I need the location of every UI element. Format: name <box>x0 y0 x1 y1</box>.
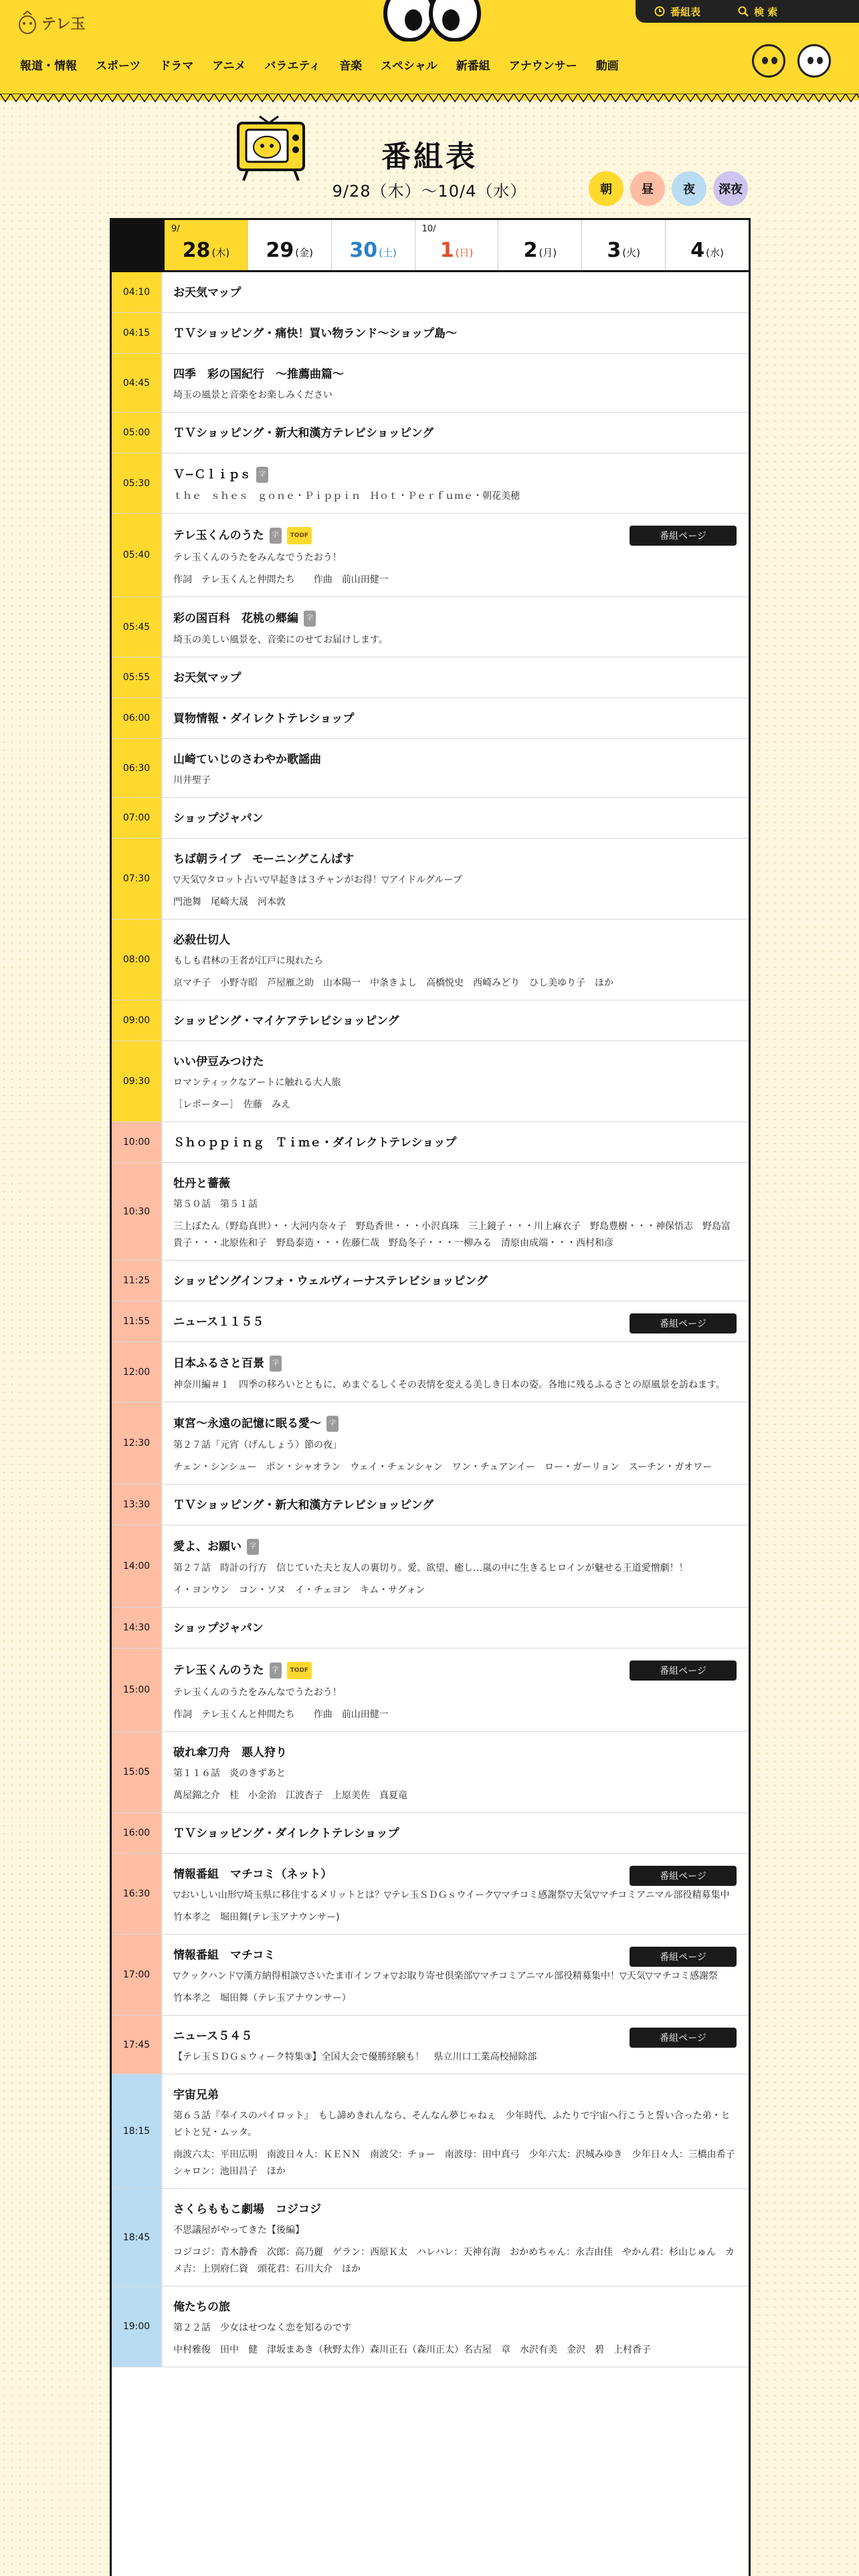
nav-item[interactable]: 報道・情報 <box>20 60 77 73</box>
program-row <box>112 514 749 597</box>
program-time: 10:30 <box>112 1163 163 1260</box>
program-body <box>163 1485 749 1525</box>
program-title[interactable] <box>173 752 738 767</box>
program-time: 16:00 <box>112 1813 163 1853</box>
program-body <box>163 1813 749 1853</box>
program-time: 18:15 <box>112 2074 163 2188</box>
program-body <box>163 1732 749 1812</box>
program-row <box>112 2189 749 2286</box>
program-title[interactable] <box>173 1498 738 1513</box>
program-time: 11:25 <box>112 1261 163 1301</box>
program-description: 埼玉の風景と音楽をお楽しみください <box>173 390 332 401</box>
program-time: 17:45 <box>112 2016 163 2074</box>
program-body <box>163 313 749 353</box>
program-description: 第２２話 少女はせつなく恋を知るのです <box>173 2323 351 2333</box>
program-row <box>112 1041 749 1122</box>
program-row <box>112 1608 749 1648</box>
program-time: 14:00 <box>112 1525 163 1607</box>
program-title-text: ＴＶショッピング・新大和漢方テレビショッピング <box>173 1499 434 1512</box>
program-row <box>112 1122 749 1163</box>
program-description: 第５０話 第５１話 <box>173 1199 258 1210</box>
program-body <box>163 839 749 919</box>
program-description: イ・ヨンウン コン・ソヌ イ・チェヨン キム・サグォン <box>173 1585 425 1596</box>
program-body <box>163 1854 749 1934</box>
program-row <box>112 798 749 839</box>
program-time: 17:00 <box>112 1935 163 2015</box>
program-body <box>163 514 749 597</box>
program-body <box>163 1261 749 1301</box>
program-body <box>163 453 749 513</box>
tab-day: 28 <box>182 239 211 262</box>
tab-weekday: (火) <box>622 247 641 259</box>
program-body <box>163 798 749 838</box>
caption-badge-icon: 字 <box>270 1356 282 1372</box>
program-row <box>112 739 749 798</box>
program-description: 第２７話 時計の行方 信じていた夫と友人の裏切り。愛、欲望、癒し…嵐の中に生きるヒロインが魅せる王道愛憎劇！！ <box>173 1563 688 1574</box>
legend-morning[interactable]: 朝 <box>589 171 624 206</box>
page-title: 番組表 <box>381 140 478 174</box>
program-title-text: 情報番組 マチコミ（ネット） <box>173 1868 332 1881</box>
nav-item[interactable]: バラエティ <box>264 60 321 73</box>
program-description: 三上ぼたん（野島真世）・・大河内奈々子 野島香世・・・小沢真珠 三上鏡子・・・川上麻衣子 野島豊樹・・・神保悟志 野島富貴子・・・北原佐和子 野島泰造・・・佐藤仁哉 野島冬子・・・一柳みる 清原由成端・・・西村和彦 <box>173 1221 731 1249</box>
program-title-text: ショップジャパン <box>173 812 264 825</box>
site-logo[interactable] <box>17 11 86 35</box>
program-row <box>112 597 749 657</box>
program-time: 11:55 <box>112 1301 163 1341</box>
program-body <box>163 1525 749 1607</box>
program-row <box>112 698 749 739</box>
caption-badge-icon: 字 <box>326 1416 339 1432</box>
program-title-text: 東宮〜永遠の記憶に眠る愛〜 <box>173 1417 321 1430</box>
program-title[interactable] <box>173 1136 738 1150</box>
nav-item[interactable]: アナウンサー <box>508 60 577 73</box>
program-time: 05:30 <box>112 453 163 513</box>
program-description: 作詞 テレ玉くんと仲間たち 作曲 前山田健一 <box>173 1709 389 1720</box>
program-time: 04:10 <box>112 272 163 312</box>
program-time: 19:00 <box>112 2286 163 2367</box>
program-page-button[interactable]: 番組ページ <box>630 1866 737 1886</box>
program-row <box>112 313 749 354</box>
program-time: 10:00 <box>112 1122 163 1162</box>
program-body <box>163 2074 749 2188</box>
program-time: 05:45 <box>112 597 163 657</box>
program-page-button[interactable]: 番組ページ <box>630 1947 737 1967</box>
program-row <box>112 272 749 313</box>
tab-day: 3 <box>607 239 622 262</box>
program-row <box>112 839 749 920</box>
program-title-text: 彩の国百科 花桃の郷編 <box>173 612 298 625</box>
program-title[interactable] <box>173 286 738 300</box>
program-time: 16:30 <box>112 1854 163 1934</box>
program-body <box>163 1163 749 1260</box>
program-description: 神奈川編＃１ 四季の移ろいとともに、めまぐるしくその表情を変える美しき日本の姿。各地に残るふるさとの原風景を訪ねます。 <box>173 1380 725 1390</box>
nav-item[interactable]: アニメ <box>212 60 246 73</box>
legend-night[interactable]: 深夜 <box>713 171 748 206</box>
tab-weekday: (土) <box>379 247 397 259</box>
header-zigzag-edge <box>0 94 859 103</box>
nav-item[interactable]: 音楽 <box>339 60 363 73</box>
teletama-kun-icon[interactable] <box>752 44 785 78</box>
program-description: 竹本孝之 堀田舞(テレ玉アナウンサー) <box>173 1912 340 1923</box>
program-title[interactable] <box>173 367 738 382</box>
program-time: 13:30 <box>112 1485 163 1525</box>
program-description: 門池舞 尾崎大晟 河本敦 <box>173 897 286 907</box>
schedule-link[interactable] <box>636 5 719 19</box>
program-row <box>112 1000 749 1041</box>
program-title-text: テレ玉くんのうた <box>173 1664 264 1677</box>
program-title[interactable] <box>173 1539 738 1555</box>
program-description: 第１１６話 炎のきずあと <box>173 1768 286 1779</box>
program-title[interactable] <box>173 811 738 826</box>
clock-icon <box>654 6 665 17</box>
tab-day: 30 <box>349 239 378 262</box>
caption-badge-icon: 字 <box>304 611 316 627</box>
program-description: 作詞 テレ玉くんと仲間たち 作曲 前山田健一 <box>173 574 389 585</box>
program-title[interactable] <box>173 467 738 483</box>
nav-item[interactable]: スポーツ <box>96 60 141 73</box>
program-title-text: Ｓｈｏｐｐｉｎｇ Ｔｉｍｅ・ダイレクトテレショップ <box>173 1136 457 1150</box>
program-body <box>163 657 749 697</box>
program-row <box>112 1402 749 1485</box>
program-title-text: ニュース１１５５ <box>173 1315 264 1329</box>
program-time: 06:30 <box>112 739 163 797</box>
program-description: ロマンティックなアートに触れる大人旅 <box>173 1077 341 1088</box>
program-title-text: 日本ふるさと百景 <box>173 1357 264 1370</box>
program-title[interactable] <box>173 1014 738 1029</box>
program-time: 14:30 <box>112 1608 163 1648</box>
program-description: ［レポーター］ 佐藤 みえ <box>173 1099 290 1110</box>
program-description: 川井聖子 <box>173 775 211 786</box>
program-body <box>163 739 749 797</box>
program-title-text: Ｖ−Ｃｌｉｐｓ <box>173 468 252 481</box>
legend-daytime[interactable]: 昼 <box>630 171 665 206</box>
program-body <box>163 1608 749 1648</box>
nav-item[interactable]: スペシャル <box>381 60 438 73</box>
program-title-text: ちば朝ライブ モーニングこんぱす <box>173 853 354 866</box>
program-row <box>112 1525 749 1608</box>
tab-day: 29 <box>266 239 294 262</box>
program-description: 中村雅俊 田中 健 津坂まあき（秋野太作）森川正石（森川正太）名古屋 章 水沢有美 金沢 碧 上村香子 <box>173 2345 651 2355</box>
program-title[interactable] <box>173 852 738 867</box>
program-title[interactable] <box>173 426 738 441</box>
tab-day: 1 <box>440 239 454 262</box>
program-description: 【テレ玉ＳＤＧｓウィーク特集③】全国大会で優勝経験も！ 県立川口工業高校掃除部 <box>173 2052 537 2062</box>
day-tab[interactable] <box>415 220 498 270</box>
day-tab[interactable] <box>165 220 248 270</box>
program-title[interactable] <box>173 1356 738 1372</box>
tab-day: 2 <box>523 239 538 262</box>
day-tab[interactable] <box>665 220 749 270</box>
program-row <box>112 2074 749 2189</box>
program-row <box>112 1301 749 1342</box>
program-title-text: ＴＶショッピング・ダイレクトテレショップ <box>173 1827 399 1840</box>
program-body <box>163 1402 749 1484</box>
program-time: 04:15 <box>112 313 163 353</box>
program-page-button[interactable]: 番組ページ <box>630 1660 737 1681</box>
program-title-text: さくらももこ劇場 コジコジ <box>173 2203 321 2216</box>
day-tab[interactable] <box>581 220 665 270</box>
tab-weekday: (木) <box>211 247 230 259</box>
program-row <box>112 2286 749 2367</box>
program-row <box>112 1813 749 1854</box>
caption-badge-icon: 字 <box>247 1539 259 1555</box>
program-time: 12:00 <box>112 1342 163 1402</box>
program-row <box>112 1854 749 1935</box>
logo-character-icon[interactable] <box>797 44 831 78</box>
program-description: ▽おいしい山形▽埼玉県に移住するメリットとは？▽テレ玉ＳＤＧｓウイーク▽マチコミ感謝祭▽天気▽マチコミアニマル部役精募集中 <box>173 1890 730 1901</box>
program-body <box>163 1301 749 1341</box>
tab-month: 9/ <box>171 224 180 234</box>
program-title[interactable] <box>173 1745 738 1760</box>
program-title-text: 山崎ていじのさわやか歌謡曲 <box>173 753 321 766</box>
program-title-text: 四季 彩の国紀行 〜推薦曲篇〜 <box>173 368 344 381</box>
program-description: ▽クックハンド▽漢方納得相談▽さいたま市インフォ▽お取り寄せ倶楽部▽マチコミアニマル部役精募集中！▽天気▽マチコミ感謝祭 <box>173 1971 719 1981</box>
program-title[interactable] <box>173 1621 738 1636</box>
program-body <box>163 698 749 738</box>
program-row <box>112 2016 749 2074</box>
program-body <box>163 1041 749 1121</box>
program-page-button[interactable]: 番組ページ <box>630 2028 737 2048</box>
caption-badge-icon: 字 <box>270 528 282 544</box>
program-time: 08:00 <box>112 920 163 1000</box>
program-body <box>163 413 749 453</box>
todf-badge: TODF <box>287 1662 312 1679</box>
program-title-text: 情報番組 マチコミ <box>173 1949 276 1962</box>
program-time: 05:00 <box>112 413 163 453</box>
tab-weekday: (水) <box>706 247 724 259</box>
program-title[interactable] <box>173 2300 738 2315</box>
program-title-text: お天気マップ <box>173 671 242 685</box>
program-title[interactable] <box>173 1055 738 1069</box>
day-tabs <box>112 220 749 272</box>
nav-item[interactable]: 動画 <box>595 60 619 73</box>
program-title[interactable] <box>173 1416 738 1432</box>
program-title-text: ＴＶショッピング・痛快！買い物ランド〜ショップ島〜 <box>173 327 457 340</box>
program-row <box>112 354 749 413</box>
program-body <box>163 1935 749 2015</box>
program-row <box>112 1732 749 1813</box>
program-page-button[interactable]: 番組ページ <box>630 1313 737 1333</box>
program-time: 06:00 <box>112 698 163 738</box>
program-title-text: 買物情報・ダイレクトテレショップ <box>173 712 355 726</box>
caption-badge-icon: 字 <box>270 1662 282 1679</box>
program-time: 09:00 <box>112 1000 163 1041</box>
program-title-text: ショップジャパン <box>173 1622 264 1635</box>
program-title-text: ショッピング・マイケアテレビショッピング <box>173 1014 399 1028</box>
program-title[interactable] <box>173 2088 738 2103</box>
program-title-text: 破れ傘刀舟 悪人狩り <box>173 1746 287 1759</box>
program-body <box>163 1342 749 1402</box>
program-body <box>163 2189 749 2286</box>
tab-weekday: (月) <box>539 247 557 259</box>
header-characters <box>752 44 831 78</box>
tab-day: 4 <box>690 239 705 262</box>
program-time: 07:30 <box>112 839 163 919</box>
day-tab[interactable] <box>331 220 415 270</box>
search-button[interactable] <box>719 5 796 19</box>
program-description: テレ玉くんのうたをみんなでうたおう！ <box>173 552 342 563</box>
program-time: 15:05 <box>112 1732 163 1812</box>
program-description: チェン・シンシュー ポン・シャオラン ウェイ・チェンシャン ワン・チュアンイー ロー・ガーリョン スーチン・ガオワー <box>173 1462 712 1473</box>
program-title-text: 牡丹と薔薇 <box>173 1177 230 1190</box>
program-page-button[interactable]: 番組ページ <box>630 526 737 546</box>
program-row <box>112 657 749 698</box>
program-time: 12:30 <box>112 1402 163 1484</box>
program-description: 南波六太：平田広明 南波日々人：ＫＥＮＮ 南波父：チョー 南波母：田中真弓 少年六太：沢城みゆき 少年日々人：三橋由希子 シャロン：池田昌子 ほか <box>173 2149 745 2177</box>
teletama-logo-icon <box>17 11 37 35</box>
program-time: 15:00 <box>112 1648 163 1731</box>
schedule-link-label: 番組表 <box>670 5 701 18</box>
tab-weekday: (日) <box>455 247 474 259</box>
program-title-text: 宇宙兄弟 <box>173 2088 219 2102</box>
search-icon <box>738 6 749 17</box>
program-time: 18:45 <box>112 2189 163 2286</box>
program-title-text: テレ玉くんのうた <box>173 529 264 542</box>
program-title[interactable] <box>173 1826 738 1841</box>
time-of-day-legend <box>589 171 748 206</box>
program-title-text: 俺たちの旅 <box>173 2300 230 2314</box>
program-title-text: お天気マップ <box>173 286 242 300</box>
date-range: 9/28（木）〜10/4（水） <box>332 182 527 201</box>
caption-badge-icon: 字 <box>256 467 268 483</box>
program-title-text: ショッピングインフォ・ウェルヴィーナステレビショッピング <box>173 1275 488 1288</box>
program-description: 竹本孝之 堀田舞（テレ玉アナウンサー） <box>173 1993 351 2004</box>
tab-corner <box>112 220 165 270</box>
program-time: 05:40 <box>112 514 163 597</box>
program-description: ▽天気▽タロット占い▽早起きは３チャンがお得！▽アイドルグループ <box>173 875 462 885</box>
program-description: 京マチ子 小野寺昭 芦屋雁之助 山本陽一 中条きよし 高橋悦史 西崎みどり ひし美ゆり子 ほか <box>173 978 613 988</box>
program-row <box>112 453 749 514</box>
program-row <box>112 1342 749 1402</box>
program-title-text: 必殺仕切人 <box>173 934 230 947</box>
site-header <box>0 0 859 100</box>
program-description: ｔｈｅ ｓｈｅｓ ｇｏｎｅ・Ｐｉｐｐｉｎ Ｈｏｔ・Ｐｅｒｆｕｍｅ・朝花美穂 <box>173 491 520 502</box>
program-description: 萬屋錦之介 桂 小金治 江波杏子 上原美佐 真夏竜 <box>173 1790 407 1801</box>
title-area <box>0 107 859 214</box>
program-row <box>112 413 749 453</box>
program-time: 07:00 <box>112 798 163 838</box>
program-description: コジコジ：青木静香 次郎：高乃麗 ゲラン：西原Ｋ太 ハレハレ：天神有海 おかめちゃん：永吉由佳 やかん君：杉山じゅん カメ吉：上別府仁資 頭花君：石川大介 ほか <box>173 2247 735 2274</box>
program-body <box>163 2286 749 2367</box>
program-body <box>163 1648 749 1731</box>
program-title-text: ＴＶショッピング・新大和漢方テレビショッピング <box>173 427 434 440</box>
program-list <box>112 272 749 2367</box>
program-title-text: いい伊豆みつけた <box>173 1055 264 1069</box>
program-body <box>163 597 749 657</box>
program-row <box>112 920 749 1000</box>
program-time: 09:30 <box>112 1041 163 1121</box>
mascot-eyes-icon <box>379 0 486 41</box>
program-time: 05:55 <box>112 657 163 697</box>
legend-evening[interactable]: 夜 <box>672 171 706 206</box>
program-description: 第２７話「元宵（げんしょう）節の夜」 <box>173 1440 342 1451</box>
program-title[interactable] <box>173 712 738 726</box>
program-title[interactable] <box>173 1274 738 1289</box>
program-body <box>163 1000 749 1041</box>
tab-month: 10/ <box>421 224 436 234</box>
program-description: テレ玉くんのうたをみんなでうたおう！ <box>173 1687 342 1698</box>
nav-item[interactable]: 新番組 <box>456 60 490 73</box>
program-row <box>112 1648 749 1732</box>
program-description: 第６５話『奉イスのパイロット』 もし諦めきれんなら、そんなん夢じゃねぇ 少年時代、ふたりで宇宙へ行こうと誓い合った弟・ヒビトと兄・ムッタ。 <box>173 2111 731 2138</box>
program-title-text: ニュース５４５ <box>173 2030 253 2043</box>
program-row <box>112 1261 749 1301</box>
search-button-label: 検 索 <box>754 5 778 18</box>
program-title[interactable] <box>173 611 738 627</box>
nav-item[interactable]: ドラマ <box>159 60 194 73</box>
todf-badge: TODF <box>287 527 312 544</box>
program-row <box>112 1485 749 1525</box>
schedule-table <box>110 218 751 2576</box>
program-title[interactable] <box>173 1176 738 1191</box>
global-nav <box>15 56 628 73</box>
program-body <box>163 2016 749 2074</box>
program-body <box>163 272 749 312</box>
program-time: 04:45 <box>112 354 163 412</box>
utility-bar <box>636 0 859 23</box>
program-title[interactable] <box>173 671 738 685</box>
program-title[interactable] <box>173 2202 738 2217</box>
program-body <box>163 354 749 412</box>
tab-weekday: (金) <box>295 247 314 259</box>
day-tab[interactable] <box>248 220 331 270</box>
program-description: 埼玉の美しい風景を、音楽にのせてお届けします。 <box>173 635 388 645</box>
logo-text: テレ玉 <box>41 15 86 33</box>
program-row <box>112 1935 749 2016</box>
day-tab[interactable] <box>498 220 581 270</box>
program-body <box>163 920 749 1000</box>
program-title-text: 愛よ、お願い <box>173 1540 242 1553</box>
program-body <box>163 1122 749 1162</box>
program-title[interactable] <box>173 326 738 341</box>
program-title[interactable] <box>173 933 738 948</box>
program-row <box>112 1163 749 1261</box>
program-description: もしも君林の王者が江戸に現れたら <box>173 956 323 966</box>
program-description: 不思議屋がやってきた【後編】 <box>173 2225 304 2236</box>
